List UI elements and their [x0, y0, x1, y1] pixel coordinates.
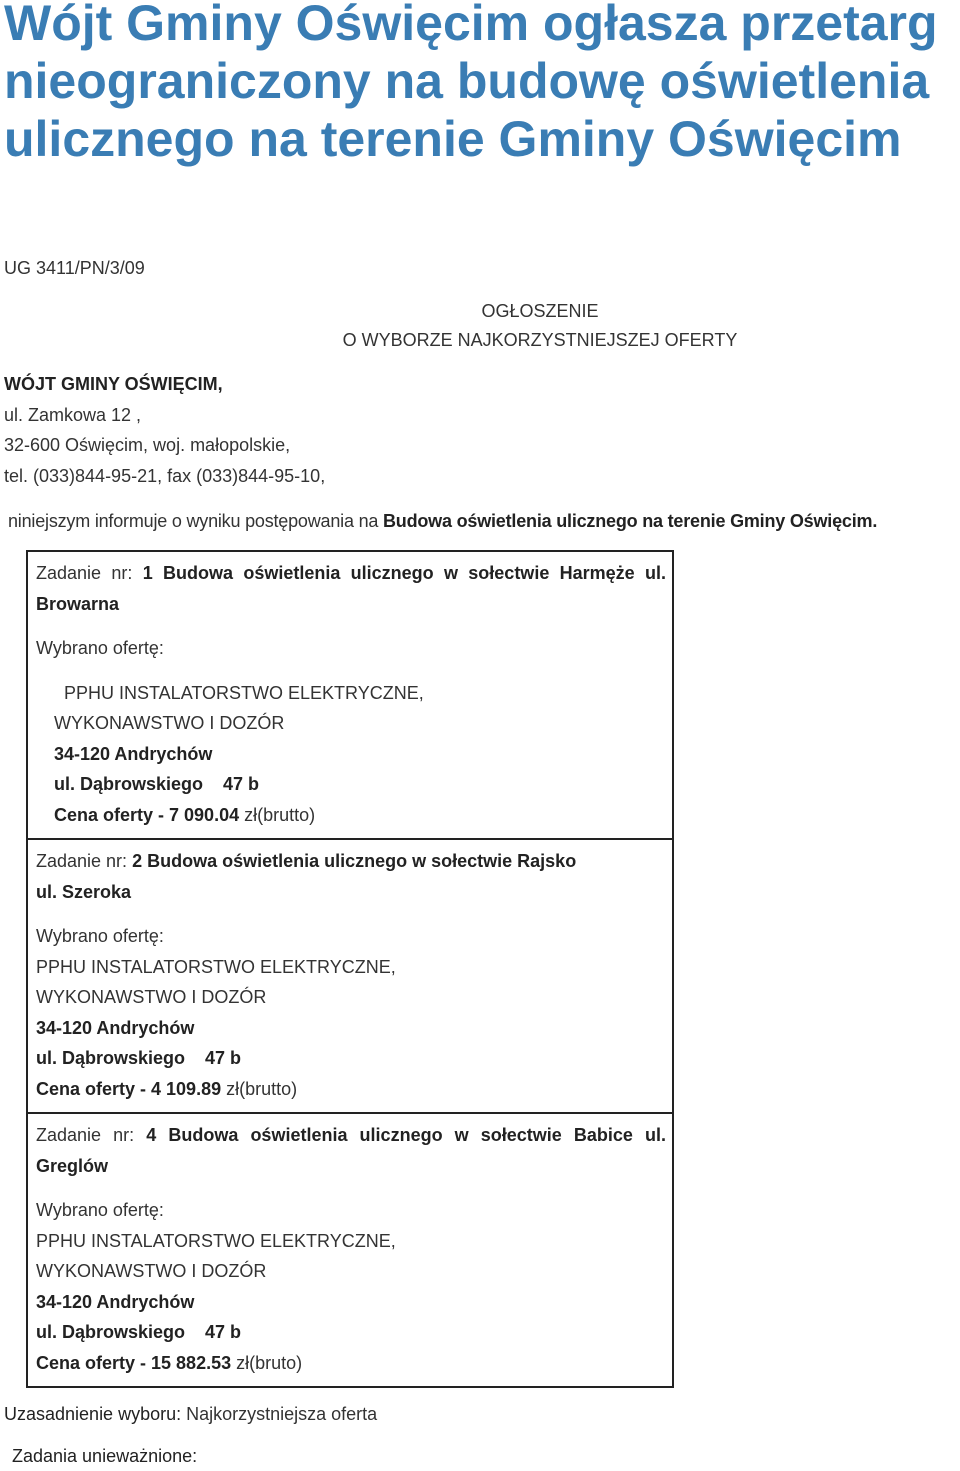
page-title: Wójt Gminy Oświęcim ogłasza przetarg nieograniczony na budowę oświetlenia ulicznego na terenie Gminy Oświęcim [4, 0, 938, 167]
reference-number: UG 3411/PN/3/09 [4, 258, 145, 278]
offer-price-value: Cena oferty - 15 882.53 [36, 1352, 232, 1373]
issuer-city: 32-600 Oświęcim, woj. małopolskie, [4, 435, 291, 455]
task-box [26, 550, 674, 840]
company-name-continuation: WYKONAWSTWO I DOZÓR [36, 987, 267, 1007]
offer-price-unit: zł(brutto) [239, 804, 316, 825]
company-city: 34-120 Andrychów [54, 743, 213, 764]
offer-price [36, 1348, 666, 1379]
task-title-line [36, 558, 666, 589]
task-label: Zadanie nr: [36, 1125, 135, 1145]
task-title: 4 Budowa oświetlenia ulicznego w sołectwie Babice ul. [146, 1125, 666, 1145]
offer-price-value: Cena oferty - 4 109.89 [36, 1078, 222, 1099]
company-name: PPHU INSTALATORSTWO ELEKTRYCZNE, [36, 1230, 396, 1251]
task-title: 1 Budowa oświetlenia ulicznego w sołectwie Harmęże ul. [142, 563, 666, 583]
offer-price [36, 1074, 666, 1105]
intro-subject: Budowa oświetlenia ulicznego na terenie Gminy Oświęcim. [383, 511, 878, 531]
company-city: 34-120 Andrychów [36, 1291, 195, 1312]
task-title: 2 Budowa oświetlenia ulicznego w sołectwie Rajsko [132, 851, 577, 871]
company-name: PPHU INSTALATORSTWO ELEKTRYCZNE, [36, 956, 396, 977]
justification-value: Najkorzystniejsza oferta [181, 1404, 378, 1424]
cancelled-tasks-label: Zadania unieważnione: [12, 1446, 198, 1466]
company-city: 34-120 Andrychów [36, 1017, 195, 1038]
issuer-street: ul. Zamkowa 12 , [4, 405, 142, 425]
task-label: Zadanie nr: [36, 851, 128, 871]
chosen-offer-label: Wybrano ofertę: [36, 1200, 164, 1220]
company-street: ul. Dąbrowskiego 47 b [36, 1048, 242, 1068]
intro-text: niniejszym informuje o wyniku postępowania na [8, 511, 383, 531]
offer-price-unit: zł(brutto) [221, 1078, 298, 1099]
offer-price-unit: zł(bruto) [231, 1352, 303, 1373]
announcement-heading: OGŁOSZENIE [481, 301, 599, 321]
company-name-continuation: WYKONAWSTWO I DOZÓR [36, 1261, 267, 1281]
task-title-continuation: Greglów [36, 1155, 109, 1176]
task-box [26, 838, 674, 1114]
task-title-line [36, 846, 666, 877]
company-name: PPHU INSTALATORSTWO ELEKTRYCZNE, [64, 682, 424, 703]
task-title-continuation: Browarna [36, 593, 120, 614]
task-title-continuation: ul. Szeroka [36, 881, 132, 902]
justification-label: Uzasadnienie wyboru: [4, 1404, 182, 1424]
task-title-line [36, 1120, 666, 1151]
task-label: Zadanie nr: [36, 563, 133, 583]
announcement-subheading: O WYBORZE NAJKORZYSTNIEJSZEJ OFERTY [342, 330, 738, 350]
issuer-name: WÓJT GMINY OŚWIĘCIM, [4, 374, 223, 394]
chosen-offer-label: Wybrano ofertę: [36, 926, 164, 946]
offer-price [36, 800, 666, 831]
issuer-phone: tel. (033)844-95-21, fax (033)844-95-10, [4, 466, 326, 486]
justification [4, 1399, 377, 1429]
intro-paragraph [8, 506, 877, 536]
task-box [26, 1112, 674, 1388]
chosen-offer-label: Wybrano ofertę: [36, 638, 164, 658]
company-street: ul. Dąbrowskiego 47 b [36, 1322, 242, 1342]
company-name-continuation: WYKONAWSTWO I DOZÓR [54, 713, 285, 733]
company-street: ul. Dąbrowskiego 47 b [54, 774, 260, 794]
offer-price-value: Cena oferty - 7 090.04 [54, 804, 240, 825]
